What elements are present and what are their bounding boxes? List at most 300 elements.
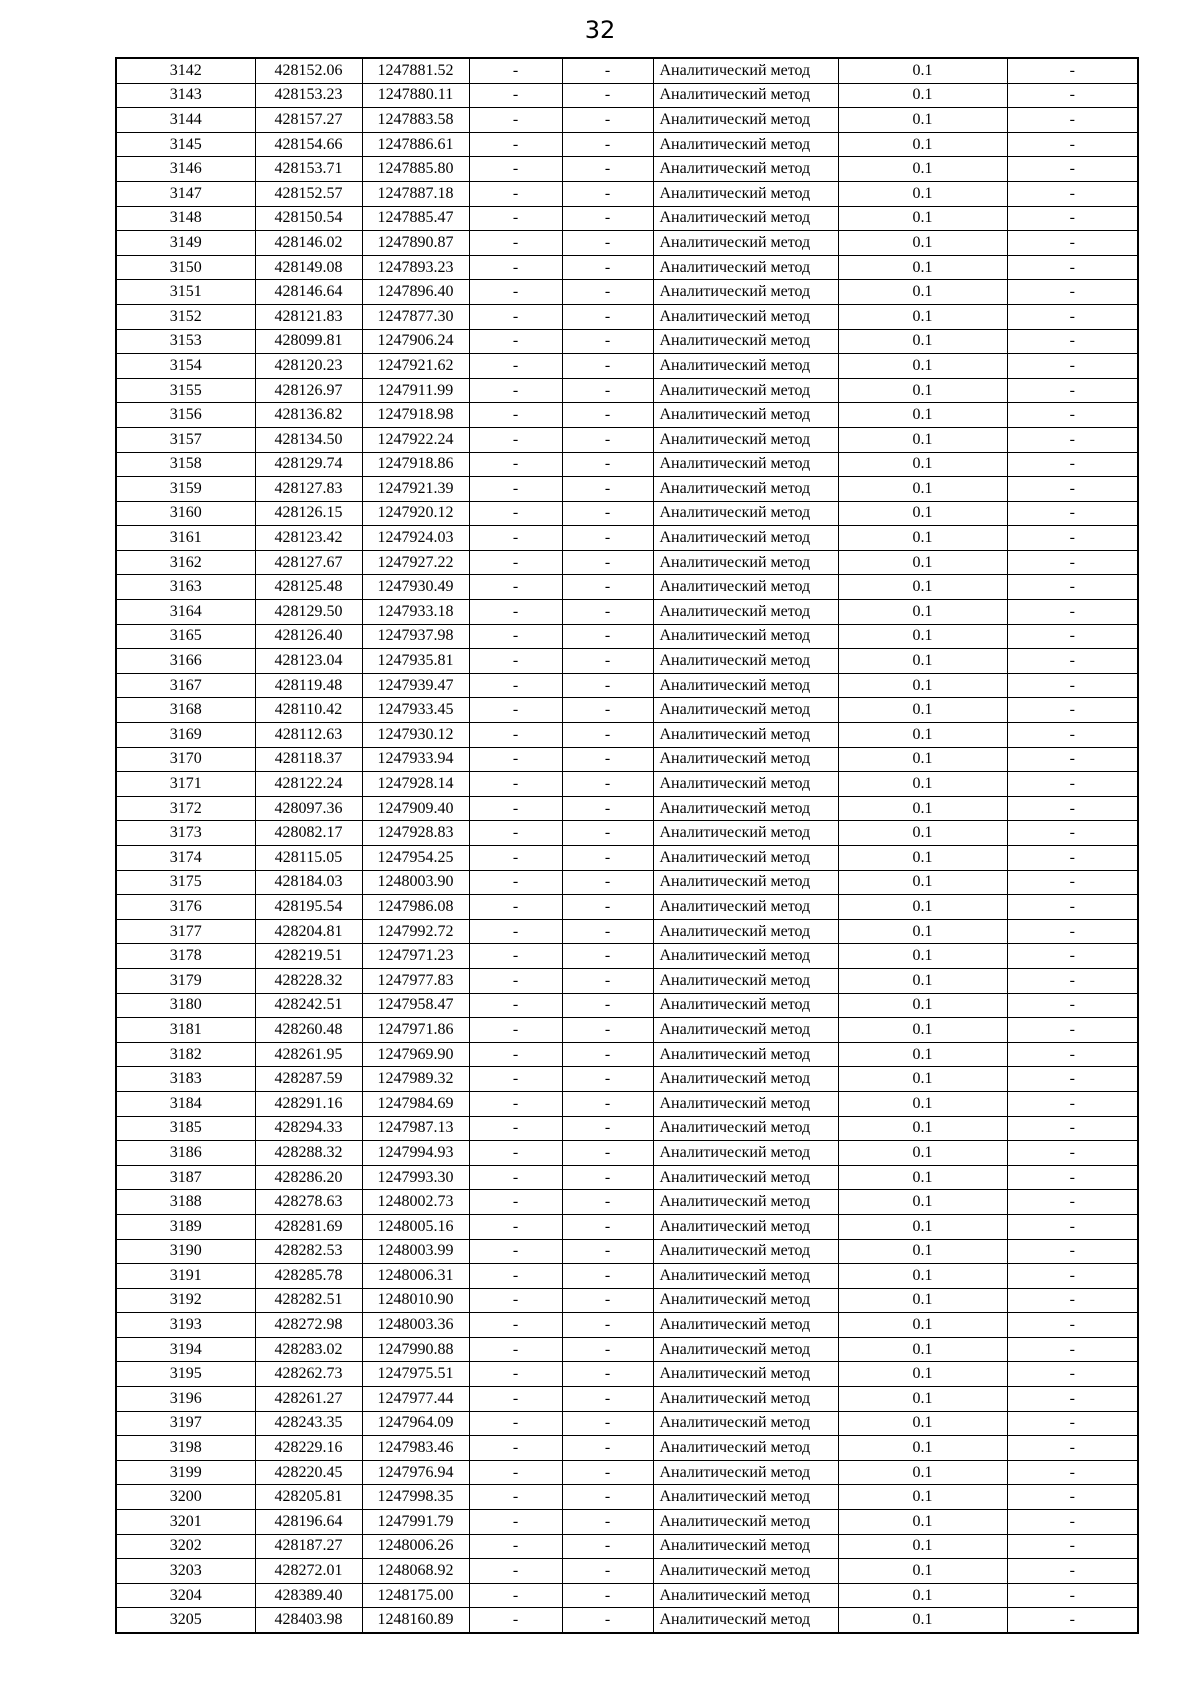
cell-x-coordinate: 428129.74 (255, 452, 362, 477)
cell-point-number: 3165 (116, 624, 255, 649)
cell-accuracy: 0.1 (838, 1559, 1007, 1584)
cell-col-dash-3: - (1007, 1165, 1138, 1190)
table-row (116, 1362, 1138, 1387)
cell-col-dash-2: - (562, 1337, 653, 1362)
cell-y-coordinate: 1247971.86 (362, 1018, 469, 1043)
cell-point-number: 3159 (116, 477, 255, 502)
table-row (116, 1559, 1138, 1584)
cell-col-dash-2: - (562, 895, 653, 920)
cell-col-dash-2: - (562, 723, 653, 748)
cell-method: Аналитический метод (653, 698, 838, 723)
cell-col-dash-2: - (562, 378, 653, 403)
cell-accuracy: 0.1 (838, 944, 1007, 969)
cell-col-dash-3: - (1007, 452, 1138, 477)
cell-col-dash-1: - (469, 919, 562, 944)
cell-col-dash-2: - (562, 1387, 653, 1412)
cell-point-number: 3180 (116, 993, 255, 1018)
cell-method: Аналитический метод (653, 1190, 838, 1215)
cell-method: Аналитический метод (653, 1559, 838, 1584)
cell-col-dash-1: - (469, 1165, 562, 1190)
cell-col-dash-1: - (469, 304, 562, 329)
cell-method: Аналитический метод (653, 427, 838, 452)
cell-col-dash-1: - (469, 1042, 562, 1067)
cell-method: Аналитический метод (653, 550, 838, 575)
cell-y-coordinate: 1247933.45 (362, 698, 469, 723)
cell-point-number: 3143 (116, 83, 255, 108)
cell-method: Аналитический метод (653, 83, 838, 108)
cell-x-coordinate: 428122.24 (255, 772, 362, 797)
cell-col-dash-2: - (562, 501, 653, 526)
cell-method: Аналитический метод (653, 181, 838, 206)
cell-point-number: 3175 (116, 870, 255, 895)
cell-point-number: 3155 (116, 378, 255, 403)
cell-y-coordinate: 1247921.62 (362, 354, 469, 379)
cell-col-dash-2: - (562, 1411, 653, 1436)
cell-point-number: 3163 (116, 575, 255, 600)
cell-col-dash-2: - (562, 1042, 653, 1067)
table-row (116, 600, 1138, 625)
cell-point-number: 3174 (116, 846, 255, 871)
cell-accuracy: 0.1 (838, 846, 1007, 871)
cell-x-coordinate: 428115.05 (255, 846, 362, 871)
cell-point-number: 3171 (116, 772, 255, 797)
table-row (116, 821, 1138, 846)
cell-col-dash-2: - (562, 181, 653, 206)
cell-accuracy: 0.1 (838, 1042, 1007, 1067)
cell-col-dash-3: - (1007, 1534, 1138, 1559)
cell-accuracy: 0.1 (838, 673, 1007, 698)
cell-x-coordinate: 428127.67 (255, 550, 362, 575)
cell-col-dash-1: - (469, 1485, 562, 1510)
cell-col-dash-1: - (469, 1387, 562, 1412)
cell-col-dash-1: - (469, 1141, 562, 1166)
cell-method: Аналитический метод (653, 673, 838, 698)
cell-point-number: 3200 (116, 1485, 255, 1510)
table-row (116, 870, 1138, 895)
cell-x-coordinate: 428291.16 (255, 1091, 362, 1116)
cell-point-number: 3197 (116, 1411, 255, 1436)
cell-x-coordinate: 428229.16 (255, 1436, 362, 1461)
cell-point-number: 3149 (116, 231, 255, 256)
cell-x-coordinate: 428134.50 (255, 427, 362, 452)
cell-col-dash-3: - (1007, 403, 1138, 428)
cell-col-dash-3: - (1007, 649, 1138, 674)
table-row (116, 1018, 1138, 1043)
cell-x-coordinate: 428262.73 (255, 1362, 362, 1387)
table-row (116, 944, 1138, 969)
cell-col-dash-2: - (562, 624, 653, 649)
cell-method: Аналитический метод (653, 403, 838, 428)
cell-col-dash-3: - (1007, 1510, 1138, 1535)
table-row (116, 1534, 1138, 1559)
cell-col-dash-3: - (1007, 1608, 1138, 1633)
cell-y-coordinate: 1247983.46 (362, 1436, 469, 1461)
cell-point-number: 3169 (116, 723, 255, 748)
cell-method: Аналитический метод (653, 1018, 838, 1043)
cell-x-coordinate: 428272.98 (255, 1313, 362, 1338)
cell-accuracy: 0.1 (838, 747, 1007, 772)
table-row (116, 919, 1138, 944)
cell-method: Аналитический метод (653, 1387, 838, 1412)
cell-x-coordinate: 428154.66 (255, 132, 362, 157)
cell-y-coordinate: 1247911.99 (362, 378, 469, 403)
table-row (116, 1411, 1138, 1436)
cell-col-dash-1: - (469, 846, 562, 871)
cell-accuracy: 0.1 (838, 354, 1007, 379)
cell-point-number: 3150 (116, 255, 255, 280)
cell-y-coordinate: 1247993.30 (362, 1165, 469, 1190)
cell-method: Аналитический метод (653, 1534, 838, 1559)
cell-point-number: 3145 (116, 132, 255, 157)
cell-x-coordinate: 428220.45 (255, 1460, 362, 1485)
cell-x-coordinate: 428219.51 (255, 944, 362, 969)
cell-col-dash-2: - (562, 1559, 653, 1584)
cell-x-coordinate: 428136.82 (255, 403, 362, 428)
cell-accuracy: 0.1 (838, 550, 1007, 575)
cell-col-dash-3: - (1007, 575, 1138, 600)
cell-method: Аналитический метод (653, 1608, 838, 1633)
cell-col-dash-3: - (1007, 772, 1138, 797)
table-row (116, 1141, 1138, 1166)
cell-point-number: 3182 (116, 1042, 255, 1067)
cell-point-number: 3170 (116, 747, 255, 772)
cell-y-coordinate: 1247921.39 (362, 477, 469, 502)
table-row (116, 1387, 1138, 1412)
cell-accuracy: 0.1 (838, 870, 1007, 895)
cell-x-coordinate: 428097.36 (255, 796, 362, 821)
cell-col-dash-2: - (562, 1141, 653, 1166)
cell-col-dash-2: - (562, 550, 653, 575)
cell-y-coordinate: 1247887.18 (362, 181, 469, 206)
cell-x-coordinate: 428110.42 (255, 698, 362, 723)
cell-y-coordinate: 1247922.24 (362, 427, 469, 452)
cell-col-dash-2: - (562, 1313, 653, 1338)
cell-col-dash-3: - (1007, 895, 1138, 920)
cell-x-coordinate: 428120.23 (255, 354, 362, 379)
cell-x-coordinate: 428152.06 (255, 58, 362, 83)
cell-point-number: 3173 (116, 821, 255, 846)
cell-col-dash-2: - (562, 1362, 653, 1387)
cell-col-dash-3: - (1007, 1288, 1138, 1313)
cell-col-dash-3: - (1007, 329, 1138, 354)
table-row (116, 1190, 1138, 1215)
cell-col-dash-3: - (1007, 132, 1138, 157)
table-row (116, 403, 1138, 428)
cell-x-coordinate: 428278.63 (255, 1190, 362, 1215)
cell-y-coordinate: 1247986.08 (362, 895, 469, 920)
cell-col-dash-1: - (469, 477, 562, 502)
cell-col-dash-1: - (469, 575, 562, 600)
table-row (116, 58, 1138, 83)
cell-y-coordinate: 1247935.81 (362, 649, 469, 674)
cell-y-coordinate: 1247969.90 (362, 1042, 469, 1067)
cell-col-dash-1: - (469, 58, 562, 83)
cell-col-dash-1: - (469, 1559, 562, 1584)
cell-method: Аналитический метод (653, 993, 838, 1018)
cell-point-number: 3192 (116, 1288, 255, 1313)
table-row (116, 1460, 1138, 1485)
table-row (116, 968, 1138, 993)
cell-x-coordinate: 428149.08 (255, 255, 362, 280)
cell-col-dash-3: - (1007, 1411, 1138, 1436)
table-row (116, 526, 1138, 551)
cell-col-dash-1: - (469, 550, 562, 575)
cell-method: Аналитический метод (653, 1411, 838, 1436)
cell-col-dash-3: - (1007, 550, 1138, 575)
cell-x-coordinate: 428243.35 (255, 1411, 362, 1436)
table-row (116, 132, 1138, 157)
cell-accuracy: 0.1 (838, 83, 1007, 108)
cell-col-dash-1: - (469, 673, 562, 698)
cell-y-coordinate: 1247881.52 (362, 58, 469, 83)
cell-col-dash-1: - (469, 1116, 562, 1141)
cell-col-dash-3: - (1007, 304, 1138, 329)
cell-y-coordinate: 1247958.47 (362, 993, 469, 1018)
cell-accuracy: 0.1 (838, 919, 1007, 944)
table-row (116, 1042, 1138, 1067)
cell-col-dash-2: - (562, 255, 653, 280)
cell-x-coordinate: 428126.97 (255, 378, 362, 403)
cell-y-coordinate: 1248160.89 (362, 1608, 469, 1633)
cell-accuracy: 0.1 (838, 1141, 1007, 1166)
cell-method: Аналитический метод (653, 1165, 838, 1190)
cell-x-coordinate: 428118.37 (255, 747, 362, 772)
cell-x-coordinate: 428125.48 (255, 575, 362, 600)
cell-method: Аналитический метод (653, 378, 838, 403)
cell-col-dash-2: - (562, 747, 653, 772)
cell-x-coordinate: 428184.03 (255, 870, 362, 895)
table-row (116, 624, 1138, 649)
cell-col-dash-3: - (1007, 747, 1138, 772)
cell-accuracy: 0.1 (838, 993, 1007, 1018)
table-row (116, 83, 1138, 108)
cell-x-coordinate: 428196.64 (255, 1510, 362, 1535)
cell-method: Аналитический метод (653, 108, 838, 133)
cell-point-number: 3179 (116, 968, 255, 993)
cell-col-dash-2: - (562, 1534, 653, 1559)
cell-y-coordinate: 1247984.69 (362, 1091, 469, 1116)
cell-col-dash-1: - (469, 772, 562, 797)
cell-col-dash-3: - (1007, 108, 1138, 133)
cell-col-dash-2: - (562, 673, 653, 698)
cell-col-dash-2: - (562, 206, 653, 231)
table-row (116, 895, 1138, 920)
cell-col-dash-3: - (1007, 968, 1138, 993)
cell-accuracy: 0.1 (838, 1264, 1007, 1289)
cell-method: Аналитический метод (653, 1436, 838, 1461)
cell-y-coordinate: 1247987.13 (362, 1116, 469, 1141)
cell-y-coordinate: 1247933.18 (362, 600, 469, 625)
table-row (116, 1165, 1138, 1190)
cell-col-dash-1: - (469, 1214, 562, 1239)
cell-col-dash-2: - (562, 354, 653, 379)
cell-y-coordinate: 1247918.98 (362, 403, 469, 428)
cell-point-number: 3199 (116, 1460, 255, 1485)
cell-accuracy: 0.1 (838, 575, 1007, 600)
cell-x-coordinate: 428285.78 (255, 1264, 362, 1289)
cell-col-dash-2: - (562, 600, 653, 625)
cell-point-number: 3153 (116, 329, 255, 354)
cell-x-coordinate: 428129.50 (255, 600, 362, 625)
cell-col-dash-1: - (469, 993, 562, 1018)
cell-method: Аналитический метод (653, 747, 838, 772)
cell-point-number: 3160 (116, 501, 255, 526)
cell-point-number: 3198 (116, 1436, 255, 1461)
cell-col-dash-1: - (469, 108, 562, 133)
cell-col-dash-1: - (469, 600, 562, 625)
cell-point-number: 3177 (116, 919, 255, 944)
cell-col-dash-1: - (469, 354, 562, 379)
cell-accuracy: 0.1 (838, 231, 1007, 256)
cell-col-dash-1: - (469, 83, 562, 108)
cell-point-number: 3142 (116, 58, 255, 83)
cell-col-dash-1: - (469, 870, 562, 895)
cell-col-dash-2: - (562, 1510, 653, 1535)
cell-col-dash-3: - (1007, 673, 1138, 698)
table-row (116, 1583, 1138, 1608)
cell-col-dash-3: - (1007, 993, 1138, 1018)
cell-y-coordinate: 1247977.44 (362, 1387, 469, 1412)
cell-col-dash-3: - (1007, 1018, 1138, 1043)
cell-method: Аналитический метод (653, 1288, 838, 1313)
cell-x-coordinate: 428152.57 (255, 181, 362, 206)
cell-col-dash-2: - (562, 1436, 653, 1461)
cell-col-dash-3: - (1007, 1559, 1138, 1584)
cell-col-dash-3: - (1007, 1313, 1138, 1338)
cell-accuracy: 0.1 (838, 181, 1007, 206)
table-row (116, 329, 1138, 354)
cell-method: Аналитический метод (653, 157, 838, 182)
cell-point-number: 3191 (116, 1264, 255, 1289)
table-row (116, 452, 1138, 477)
cell-col-dash-3: - (1007, 255, 1138, 280)
cell-method: Аналитический метод (653, 1583, 838, 1608)
cell-col-dash-2: - (562, 231, 653, 256)
cell-col-dash-2: - (562, 1583, 653, 1608)
cell-method: Аналитический метод (653, 1239, 838, 1264)
cell-col-dash-3: - (1007, 1067, 1138, 1092)
cell-accuracy: 0.1 (838, 698, 1007, 723)
table-row (116, 1337, 1138, 1362)
cell-method: Аналитический метод (653, 231, 838, 256)
cell-point-number: 3189 (116, 1214, 255, 1239)
cell-col-dash-1: - (469, 1190, 562, 1215)
cell-point-number: 3204 (116, 1583, 255, 1608)
cell-method: Аналитический метод (653, 1362, 838, 1387)
cell-point-number: 3183 (116, 1067, 255, 1092)
cell-col-dash-3: - (1007, 58, 1138, 83)
cell-y-coordinate: 1247954.25 (362, 846, 469, 871)
cell-x-coordinate: 428389.40 (255, 1583, 362, 1608)
cell-col-dash-3: - (1007, 83, 1138, 108)
cell-col-dash-2: - (562, 575, 653, 600)
cell-x-coordinate: 428283.02 (255, 1337, 362, 1362)
cell-method: Аналитический метод (653, 1337, 838, 1362)
cell-col-dash-1: - (469, 1018, 562, 1043)
cell-y-coordinate: 1247964.09 (362, 1411, 469, 1436)
cell-point-number: 3164 (116, 600, 255, 625)
cell-col-dash-1: - (469, 1608, 562, 1633)
cell-col-dash-3: - (1007, 1091, 1138, 1116)
table-row (116, 427, 1138, 452)
cell-accuracy: 0.1 (838, 649, 1007, 674)
cell-y-coordinate: 1247909.40 (362, 796, 469, 821)
cell-col-dash-3: - (1007, 1116, 1138, 1141)
cell-x-coordinate: 428204.81 (255, 919, 362, 944)
table-body (116, 58, 1138, 1633)
cell-col-dash-2: - (562, 1239, 653, 1264)
cell-accuracy: 0.1 (838, 624, 1007, 649)
cell-accuracy: 0.1 (838, 796, 1007, 821)
cell-col-dash-1: - (469, 255, 562, 280)
cell-col-dash-1: - (469, 1067, 562, 1092)
cell-accuracy: 0.1 (838, 1116, 1007, 1141)
cell-y-coordinate: 1247977.83 (362, 968, 469, 993)
cell-col-dash-3: - (1007, 280, 1138, 305)
cell-x-coordinate: 428123.42 (255, 526, 362, 551)
cell-y-coordinate: 1247890.87 (362, 231, 469, 256)
cell-col-dash-2: - (562, 1018, 653, 1043)
cell-method: Аналитический метод (653, 1510, 838, 1535)
cell-col-dash-3: - (1007, 1485, 1138, 1510)
cell-method: Аналитический метод (653, 452, 838, 477)
cell-col-dash-3: - (1007, 1337, 1138, 1362)
table-row (116, 157, 1138, 182)
table-row (116, 723, 1138, 748)
cell-accuracy: 0.1 (838, 206, 1007, 231)
table-row (116, 1264, 1138, 1289)
cell-point-number: 3184 (116, 1091, 255, 1116)
cell-col-dash-2: - (562, 1485, 653, 1510)
cell-accuracy: 0.1 (838, 427, 1007, 452)
cell-point-number: 3144 (116, 108, 255, 133)
cell-point-number: 3157 (116, 427, 255, 452)
cell-point-number: 3172 (116, 796, 255, 821)
table-row (116, 206, 1138, 231)
cell-x-coordinate: 428272.01 (255, 1559, 362, 1584)
cell-col-dash-2: - (562, 1460, 653, 1485)
cell-method: Аналитический метод (653, 944, 838, 969)
cell-col-dash-1: - (469, 821, 562, 846)
cell-x-coordinate: 428228.32 (255, 968, 362, 993)
cell-accuracy: 0.1 (838, 1091, 1007, 1116)
cell-col-dash-1: - (469, 526, 562, 551)
cell-accuracy: 0.1 (838, 403, 1007, 428)
cell-point-number: 3181 (116, 1018, 255, 1043)
cell-col-dash-1: - (469, 452, 562, 477)
cell-col-dash-2: - (562, 477, 653, 502)
table-row (116, 304, 1138, 329)
cell-method: Аналитический метод (653, 132, 838, 157)
cell-y-coordinate: 1247918.86 (362, 452, 469, 477)
cell-accuracy: 0.1 (838, 723, 1007, 748)
cell-y-coordinate: 1247883.58 (362, 108, 469, 133)
cell-col-dash-3: - (1007, 1362, 1138, 1387)
cell-accuracy: 0.1 (838, 1337, 1007, 1362)
cell-col-dash-1: - (469, 280, 562, 305)
cell-x-coordinate: 428150.54 (255, 206, 362, 231)
cell-method: Аналитический метод (653, 895, 838, 920)
cell-accuracy: 0.1 (838, 1018, 1007, 1043)
cell-method: Аналитический метод (653, 1116, 838, 1141)
cell-method: Аналитический метод (653, 870, 838, 895)
cell-col-dash-3: - (1007, 624, 1138, 649)
cell-point-number: 3185 (116, 1116, 255, 1141)
cell-col-dash-1: - (469, 1362, 562, 1387)
cell-col-dash-1: - (469, 723, 562, 748)
table-row (116, 1214, 1138, 1239)
cell-col-dash-2: - (562, 304, 653, 329)
